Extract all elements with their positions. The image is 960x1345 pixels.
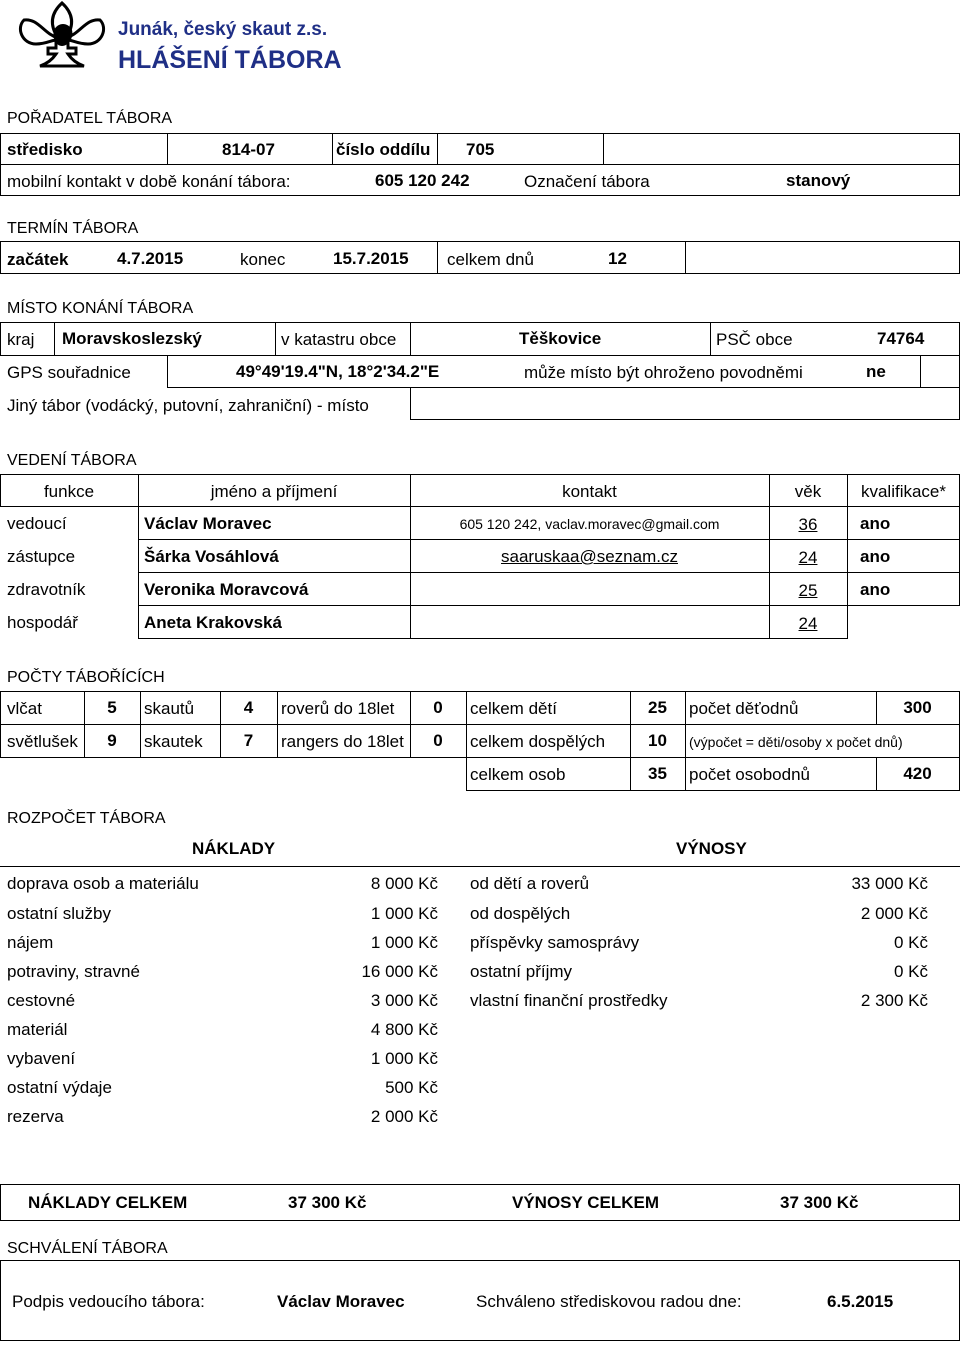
person-name: Václav Moravec [144,514,272,533]
osobodnu-label: počet osobodnů [689,765,810,784]
budget-value: 2 000 Kč [860,904,928,923]
konec-value: 15.7.2015 [333,249,409,268]
osobodnu-value: 420 [903,764,932,783]
section-poradatel: POŘADATEL TÁBORA [7,110,173,127]
roveru-label: roverů do 18let [281,699,395,718]
zacatek-label: začátek [7,250,69,269]
budget-value: 1 000 Kč [370,933,438,952]
schvaleno-label: Schváleno střediskovou radou dne: [476,1292,742,1311]
section-pocty: POČTY TÁBOŘÍCÍCH [7,669,165,686]
naklady-celkem-value: 37 300 Kč [288,1193,367,1212]
budget-label: doprava osob a materiálu [7,874,199,893]
naklady-heading: NÁKLADY [192,839,276,858]
podpis-value: Václav Moravec [277,1292,405,1311]
budget-label: vybavení [7,1049,76,1068]
budget-value: 8 000 Kč [370,874,438,893]
gps-value: 49°49'19.4"N, 18°2'34.2"E [236,362,440,381]
age: 24 [798,548,818,567]
qualification: ano [860,547,891,566]
detodnu-label: počet děťodnů [689,699,799,718]
budget-value: 4 800 Kč [370,1020,438,1039]
podpis-label: Podpis vedoucího tábora: [12,1292,205,1311]
vynosy-celkem-value: 37 300 Kč [780,1193,859,1212]
budget-value: 2 000 Kč [370,1107,438,1126]
budget-label: vlastní finanční prostředky [470,991,668,1010]
vlcat-value: 5 [107,698,117,717]
celkem-dnu-value: 12 [608,249,627,268]
qualification: ano [860,580,891,599]
budget-label: ostatní příjmy [470,962,573,981]
age: 24 [798,614,818,633]
col-jmeno: jméno a příjmení [210,482,338,501]
col-kontakt: kontakt [562,482,617,501]
dospelych-value: 10 [648,731,667,750]
section-schvaleni: SCHVÁLENÍ TÁBORA [7,1240,168,1257]
section-rozpocet: ROZPOČET TÁBORA [7,810,166,827]
budget-value: 500 Kč [385,1078,438,1097]
roveru-value: 0 [433,698,443,717]
budget-label: ostatní výdaje [7,1078,112,1097]
povoden-label: může místo být ohroženo povodněmi [524,363,803,382]
svetlusek-value: 9 [107,731,117,750]
person-name: Šárka Vosáhlová [144,547,279,566]
budget-value: 33 000 Kč [851,874,928,893]
zacatek-value: 4.7.2015 [117,249,184,268]
stredisko-value: 814-07 [222,140,275,159]
osob-value: 35 [648,764,667,783]
budget-value: 0 Kč [893,962,928,981]
budget-label: od dětí a roverů [470,874,590,893]
budget-label: materiál [7,1020,68,1039]
gps-label: GPS souřadnice [7,363,131,382]
vlcat-label: vlčat [7,699,42,718]
oddil-label: číslo oddílu [336,140,431,159]
form-title: HLÁŠENÍ TÁBORA [118,46,342,74]
katastr-label: v katastru obce [281,330,397,349]
person-name: Veronika Moravcová [144,580,309,599]
budget-label: nájem [7,933,54,952]
budget-value: 1 000 Kč [370,1049,438,1068]
budget-value: 0 Kč [893,933,928,952]
skautu-value: 4 [243,698,254,717]
section-misto: MÍSTO KONÁNÍ TÁBORA [7,300,194,317]
age: 25 [798,581,818,600]
oznaceni-value: stanový [786,171,851,190]
rangers-label: rangers do 18let [281,732,404,751]
qualification: ano [860,514,891,533]
deti-label: celkem dětí [470,699,557,718]
col-kvalifikace: kvalifikace* [860,482,947,501]
psc-label: PSČ obce [716,330,793,349]
budget-label: od dospělých [470,904,571,923]
budget-value: 2 300 Kč [860,991,928,1010]
role: zástupce [7,547,76,566]
osob-label: celkem osob [470,765,566,784]
role: vedoucí [7,514,67,533]
schvaleno-value: 6.5.2015 [827,1292,894,1311]
kraj-label: kraj [7,330,35,349]
vynosy-celkem-label: VÝNOSY CELKEM [512,1193,660,1212]
mobil-label: mobilní kontakt v době konání tábora: [7,172,291,191]
skautu-label: skautů [144,699,195,718]
contact[interactable]: saaruskaa@seznam.cz [501,547,678,566]
skautek-label: skautek [144,732,203,751]
role: hospodář [7,613,78,632]
contact: 605 120 242, vaclav.moravec@gmail.com [459,516,720,532]
celkem-dnu-label: celkem dnů [447,250,534,269]
detodnu-value: 300 [903,698,932,717]
budget-label: potraviny, stravné [7,962,140,981]
jiny-tabor-label: Jiný tábor (vodácký, putovní, zahraniční) - místo [7,396,369,415]
col-funkce: funkce [43,482,95,501]
psc-value: 74764 [877,329,925,348]
budget-label: rezerva [7,1107,64,1126]
svetlusek-label: světlušek [7,732,78,751]
katastr-value: Těškovice [519,329,602,348]
skautek-value: 7 [243,731,254,750]
vypocet-note: (výpočet = děti/osoby x počet dnů) [689,734,903,750]
povoden-value: ne [866,362,886,381]
person-name: Aneta Krakovská [144,613,282,632]
deti-value: 25 [648,698,667,717]
col-vek: věk [794,482,822,501]
oznaceni-label: Označení tábora [524,172,650,191]
oddil-value: 705 [466,140,495,159]
rangers-value: 0 [433,731,443,750]
naklady-celkem-label: NÁKLADY CELKEM [28,1193,188,1212]
stredisko-label: středisko [7,140,83,159]
kraj-value: Moravskoslezský [62,329,202,348]
budget-value: 3 000 Kč [370,991,438,1010]
section-vedeni: VEDENÍ TÁBORA [7,452,137,469]
role: zdravotník [7,580,86,599]
dospelych-label: celkem dospělých [470,732,606,751]
budget-value: 1 000 Kč [370,904,438,923]
budget-label: cestovné [7,991,76,1010]
section-termin: TERMÍN TÁBORA [7,220,139,237]
budget-label: ostatní služby [7,904,111,923]
vynosy-heading: VÝNOSY [676,839,747,858]
budget-label: příspěvky samosprávy [470,933,640,952]
org-name: Junák, český skaut z.s. [118,19,328,40]
konec-label: konec [240,250,286,269]
budget-value: 16 000 Kč [361,962,438,981]
scout-lily-logo [14,0,110,72]
mobil-value: 605 120 242 [375,171,470,190]
age: 36 [798,515,818,534]
